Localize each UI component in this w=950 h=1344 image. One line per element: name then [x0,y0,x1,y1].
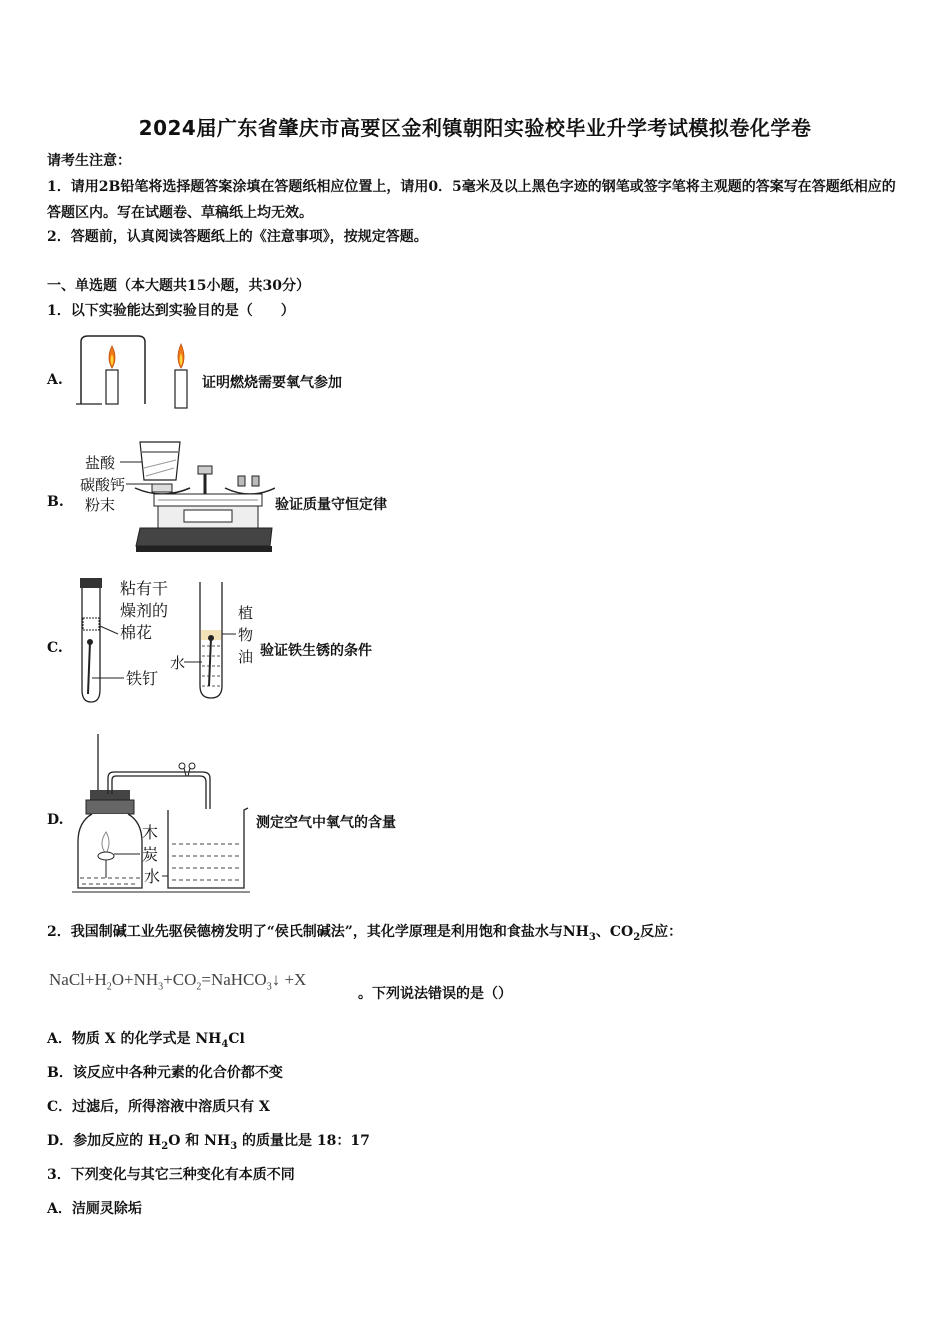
question-1-stem: 1．以下实验能达到实验目的是（ ） [47,303,295,319]
fig-c-oil-1: 植 [238,604,254,622]
q2-option-a-pre: 物质 X 的化学式是 NH [71,1031,222,1047]
q3-option-a [47,1198,142,1218]
q2-option-a [47,1028,245,1050]
q2-option-d-label: D． [47,1133,74,1149]
q2-eq-tail: 。下列说法错误的是（） [358,986,512,1002]
q2-nh3: NH [562,924,589,940]
fig-d-charcoal-2: 炭 [142,845,159,864]
q1-option-c-text: 验证铁生锈的条件 [260,643,372,659]
q2-co2: CO [609,924,634,940]
q2-nh3-sub: 3 [588,931,596,943]
q2-option-d-pre: 参加反应的 H [73,1133,162,1149]
q2-stem-post: 反应： [640,924,683,940]
notice-item-2: 2．答题前，认真阅读答题纸上的《注意事项》，按规定答题。 [47,229,428,245]
fig-b-label-caco3: 碳酸钙 [80,476,126,494]
eq-part-4: =NaHCO [201,970,267,989]
q1-option-b-text: 验证质量守恒定律 [275,497,387,513]
fig-c-water: 水 [170,654,186,672]
q3-option-a-text: 洁厕灵除垢 [71,1201,142,1217]
fig-b-label-powder: 粉末 [85,496,116,514]
eq-sub-1: 2 [106,981,112,993]
fig-b-label-hcl: 盐酸 [85,454,116,472]
q2-option-b-label: B． [47,1065,73,1081]
fig-d-water: 水 [144,867,161,886]
q1-option-c-label: C. [47,640,63,656]
q2-option-c-label: C． [47,1099,73,1115]
q1-option-d-text: 测定空气中氧气的含量 [256,815,396,831]
oxygen-measure-figure [72,732,252,894]
q2-option-c-text: 过滤后，所得溶液中溶质只有 X [72,1099,270,1115]
eq-sub-4: 3 [266,981,272,993]
fig-c-cotton-1: 粘有干 [120,579,169,598]
q1-option-a-text: 证明燃烧需要氧气参加 [202,375,342,391]
notice-heading: 请考生注意： [47,153,131,169]
page-title: 2024届广东省肇庆市高要区金利镇朝阳实验校毕业升学考试模拟卷化学卷 [138,116,812,140]
eq-part-5: ↓ +X [271,970,307,989]
eq-part-3: +CO [163,970,197,989]
balance-figure [80,438,275,556]
q2-option-d-sub-2: 3 [230,1140,238,1152]
q2-option-d-sub-1: 2 [161,1140,169,1152]
q2-option-b-text: 该反应中各种元素的化合价都不变 [72,1065,283,1081]
q2-option-c [47,1096,270,1116]
q1-option-a-label: A. [47,372,63,388]
fig-d-charcoal-1: 木 [142,823,159,842]
reaction-equation [49,970,306,992]
q1-option-d-label: D. [47,812,64,828]
fig-c-oil-3: 油 [238,648,254,666]
eq-part-2: O+NH [111,970,159,989]
fig-c-cotton-2: 燥剂的 [120,601,169,620]
q2-co2-sub: 2 [633,931,641,943]
notice-item-1: 1．请用2B铅笔将选择题答案涂填在答题纸相应位置上，请用0．5毫米及以上黑色字迹的钢笔或签字笔将主观题的答案写在答题纸相应的答题区内。写在试题卷、草稿纸上均无效。 [47,179,896,221]
q2-option-a-sub: 4 [221,1038,229,1050]
q2-option-a-label: A． [47,1031,72,1047]
question-2-stem [47,921,682,943]
fig-c-oil-2: 物 [238,626,254,644]
fig-c-cotton-3: 棉花 [120,623,153,642]
eq-part-1: NaCl+H [49,970,107,989]
fig-c-nail: 铁钉 [126,669,159,688]
q2-option-d-mid: O 和 NH [168,1133,231,1149]
q2-option-a-post: Cl [228,1031,245,1047]
q2-option-d [47,1130,370,1152]
q2-option-b [47,1062,283,1082]
section-heading: 一、单选题（本大题共15小题，共30分） [47,278,310,294]
eq-sub-2: 3 [158,981,164,993]
q1-option-b-label: B. [47,494,64,510]
q2-option-d-post: 的质量比是 18：17 [237,1133,370,1149]
q2-sep: 、 [595,924,610,940]
q2-stem-pre: 2．我国制碱工业先驱侯德榜发明了“侯氏制碱法”，其化学原理是利用饱和食盐水与 [47,924,563,940]
iron-rust-figure [74,574,260,706]
eq-sub-3: 2 [196,981,202,993]
q3-option-a-label: A． [47,1201,72,1217]
question-3-stem: 3．下列变化与其它三种变化有本质不同 [47,1167,295,1183]
candle-figure [76,334,200,410]
